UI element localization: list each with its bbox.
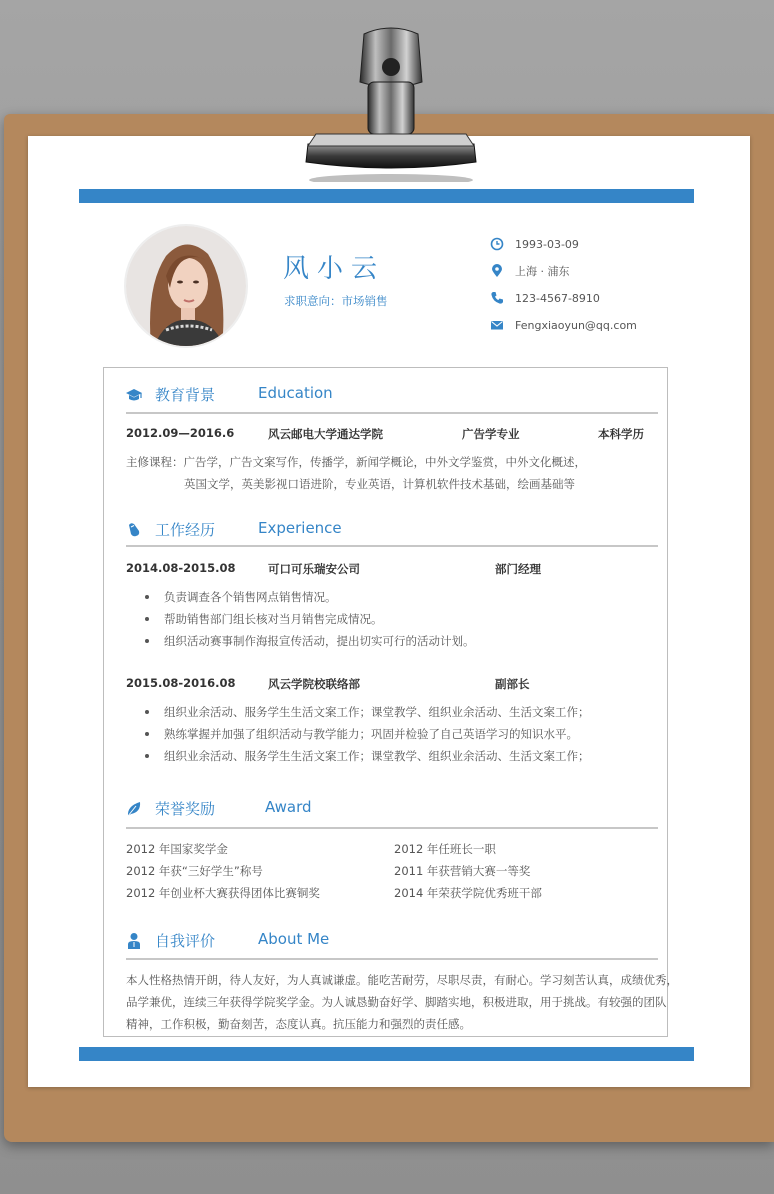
about-divider: [126, 958, 658, 960]
location-text: 上海 · 浦东: [515, 265, 570, 278]
email-text: Fengxiaoyun@qq.com: [515, 318, 637, 332]
job2-duty: 组织业余活动、服务学生生活文案工作；课堂教学、组织业余活动、生活文案工作；: [164, 749, 590, 763]
graduation-cap-icon: [125, 386, 143, 404]
about-line: 精神，工作积极，勤奋刻苦，态度认真。抗压能力和强烈的责任感。: [126, 1017, 471, 1031]
experience-title-en-wrap: [258, 519, 342, 537]
job1-period: 2014.08-2015.08: [126, 561, 236, 575]
mouse-icon: [125, 521, 143, 539]
award-item: 2012 年任班长一职: [394, 842, 496, 856]
award-title-cn: 荣誉奖励: [155, 800, 216, 818]
education-school: 风云邮电大学通达学院: [268, 427, 383, 441]
location-pin-icon: [490, 264, 504, 278]
candidate-name: 风小云: [283, 254, 386, 284]
avatar: [126, 226, 246, 346]
contact-email: [490, 317, 690, 333]
award-item: 2012 年创业杯大赛获得团体比赛铜奖: [126, 886, 320, 900]
about-title-cn: 自我评价: [155, 932, 216, 950]
top-accent-band: [79, 189, 694, 203]
award-title-en: Award: [265, 798, 312, 816]
award-item: 2012 年国家奖学金: [126, 842, 228, 856]
education-title-en-wrap: [258, 384, 333, 402]
experience-heading: [125, 519, 215, 540]
person-icon: [125, 932, 143, 950]
birthday-text: 1993-03-09: [515, 237, 579, 251]
job1-duty: 帮助销售部门组长核对当月销售完成情况。: [164, 612, 383, 626]
mail-icon: [490, 318, 504, 332]
phone-text: 123-4567-8910: [515, 291, 600, 305]
job2-company: 风云学院校联络部: [268, 677, 360, 691]
job2-period: 2015.08-2016.08: [126, 676, 236, 690]
job2-role: 副部长: [495, 677, 530, 691]
award-item: 2011 年获营销大赛一等奖: [394, 864, 531, 878]
education-title-cn: 教育背景: [155, 386, 216, 404]
education-heading: [125, 384, 215, 405]
education-major: 广告学专业: [462, 427, 520, 441]
education-courses-line1: 主修课程：广告学，广告文案写作，传播学，新闻学概论，中外文学鉴赏，中外文化概述，: [126, 455, 586, 469]
award-title-en-wrap: [265, 798, 312, 816]
award-item: 2012 年获“三好学生”称号: [126, 864, 263, 878]
job1-role: 部门经理: [495, 562, 541, 576]
experience-title-en: Experience: [258, 519, 342, 537]
job1-duty: 负责调查各个销售网点销售情况。: [164, 590, 337, 604]
bottom-accent-band: [79, 1047, 694, 1061]
award-heading: [125, 798, 215, 819]
education-period: 2012.09—2016.6: [126, 426, 235, 440]
experience-divider: [126, 545, 658, 547]
education-title-en: Education: [258, 384, 333, 402]
about-heading: [125, 930, 215, 951]
about-line: 品学兼优，连续三年获得学院奖学金。为人诚恳勤奋好学、脚踏实地，积极进取，用于挑战。有较强的团队: [126, 995, 667, 1009]
education-divider: [126, 412, 658, 414]
job1-company: 可口可乐瑞安公司: [268, 562, 360, 576]
job2-duty: 熟练掌握并加强了组织活动与教学能力；巩固并检验了自己英语学习的知识水平。: [164, 727, 578, 741]
about-title-en-wrap: [258, 930, 329, 948]
contact-location: [490, 263, 690, 279]
contact-phone: [490, 290, 690, 306]
award-divider: [126, 827, 658, 829]
about-title-en: About Me: [258, 930, 330, 948]
experience-title-cn: 工作经历: [155, 521, 216, 539]
education-courses-line2: 英国文学，英美影视口语进阶，专业英语，计算机软件技术基础，绘画基础等: [184, 477, 575, 491]
job-intent: 求职意向：市场销售: [284, 294, 388, 308]
contact-birthday: [490, 236, 690, 252]
education-degree: 本科学历: [598, 427, 644, 441]
about-line: 本人性格热情开朗，待人友好，为人真诚谦虚。能吃苦耐劳，尽职尽责，有耐心。学习刻苦认真，成绩优秀，: [126, 973, 678, 987]
job1-duty: 组织活动赛事制作海报宣传活动，提出切实可行的活动计划。: [164, 634, 475, 648]
binder-clip-icon: [296, 22, 486, 182]
phone-icon: [490, 291, 504, 305]
leaf-icon: [125, 800, 143, 818]
job2-duty: 组织业余活动、服务学生生活文案工作；课堂教学、组织业余活动、生活文案工作；: [164, 705, 590, 719]
clock-icon: [490, 237, 504, 251]
award-item: 2014 年荣获学院优秀班干部: [394, 886, 542, 900]
